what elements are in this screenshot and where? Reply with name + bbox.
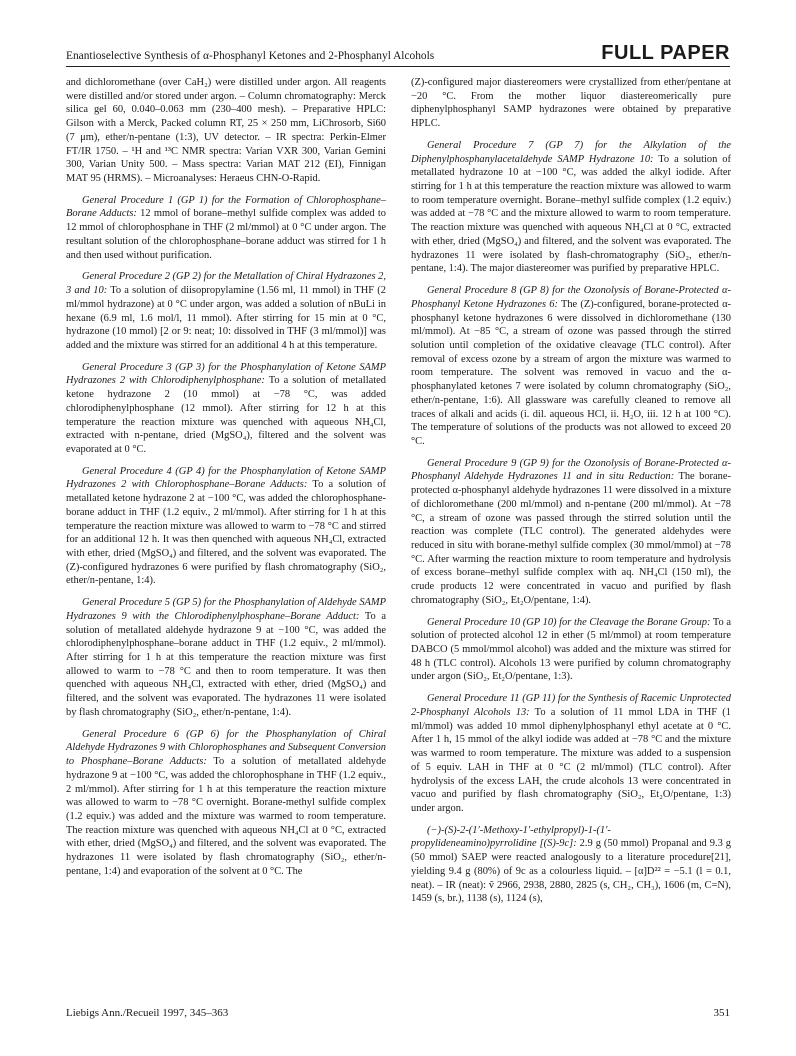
paragraph: and dichloromethane (over CaH₂) were distilled under argon. All reagents were distilled and/or stored under argon. – Column chromatography: Merck silica gel 60, 0.040–0.063 mm (230–400 mesh). – Preparative HPLC: Gilson with a Merck, Packed column RT, 25 × 250 mm, LiChrosorb, Si60 (7 μm), ether/n-pentane (1:3), UV detector. – IR spectra: Perkin-Elmer FT/IR 1750. – ¹H and ¹³C NMR spectra: Varian VXR 300, Varian Gemini 300, Varian Unity 500. – Mass spectra: Varian MAT 212 (EI), Finnigan MAT 95 (HRMS). – Microanalyses: Heraeus CHN-O-Rapid. xyxy=(66,77,386,185)
paragraph: General Procedure 10 (GP 10) for the Cleavage the Borane Group: To a solution of protected alcohol 12 in ether (5 ml/mmol) at room temperature DABCO (5 mmol/mmol alcohol) was added and the mixture was stirred for 48 h (TLC control). Alcohols 13 were purified by column chromatography under argon (SiO₂, Et₂O/pentane, 1:3). xyxy=(411,616,731,683)
paragraph: General Procedure 4 (GP 4) for the Phosphanylation of Ketone SAMP Hydrazones 2 with Chlorophosphane–Borane Adducts: To a solution of metallated ketone hydrazone 2 at −100 °C, was added the chlorophosphane-borane adduct in THF (1.2 equiv., 2 ml/mmol). After stirring for 1 h at this temperature the reaction mixture was allowed to warm to −78 °C and stirred for an additional 12 h. It was then quenched with aqueous NH₄Cl, extracted with ether, dried (MgSO₄) and filtered, and the solvent was evaporated. The (Z)-configured hydrazones 6 were purified by flash chromatography (SiO₂, ether/n-pentane, 1:4). xyxy=(66,465,387,587)
paragraph: General Procedure 8 (GP 8) for the Ozonolysis of Borane-Protected α-Phosphanyl Ketone Hydrazones 6: The (Z)-configured, borane-protected α-phosphanyl ketone hydrazones 6 were dissolved in dichloromethane (130 ml/mmol). At −85 °C, a stream of ozone was passed through the stirred solution until completion of the oxidative cleavage (TLC control). After removal of excess ozone by a stream of argon the mixture was warmed to room temperature. The solvent was removed in vacuo and the α-phosphanylated ketones 7 were isolated by column chromatography (SiO₂, ether/n-pentane, 1:6). All glassware was carefully cleaned to remove all traces of alkali and acids (i. dil. aqueous HCl, ii. H₂O, iii. 12 h at 100 °C). The temperature of solutions of the products was not allowed to exceed 20 °C. xyxy=(411,285,732,447)
left-column xyxy=(66,76,386,887)
procedure-heading: General Procedure 8 (GP 8) for the Ozonolysis of Borane-Protected α-Phosphanyl Ketone Hydrazones 6: xyxy=(411,285,731,310)
procedure-heading: General Procedure 7 (GP 7) for the Alkylation of the Diphenylphosphanylacetaldehyde SAMP Hydrazone 10: xyxy=(411,139,731,165)
procedure-heading: General Procedure 2 (GP 2) for the Metallation of Chiral Hydrazones 2, 3 and 10: xyxy=(66,271,387,297)
paragraph: General Procedure 6 (GP 6) for the Phosphanylation of Chiral Aldehyde Hydrazones 9 with Chlorophosphanes and Subsequent Conversion to Phosphane–Borane Adducts: To a solution of metallated aldehyde hydrazone 9 at −100 °C, was added the chlorophosphane in THF (1.2 equiv., 2 ml/mmol). After stirring for 1 h at this temperature the reaction mixture was allowed to warm to −78 °C overnight. Borane-methyl sulfide complex (1.2 equiv.) was added and the mixture was warmed to room temperature. The reaction mixture was quenched with aqueous NH₄Cl at 0 °C, extracted with ether, dried (MgSO₄) and filtered, and the solvent was evaporated. The hydrazones 11 were isolated by flash chromatography (SiO₂, ether/n-pentane, 1:4) and evaporation of the solvent at 0 °C. The xyxy=(66,728,386,877)
paragraph: (−)-(S)-2-(1′-Methoxy-1′-ethylpropyl)-1-(1′-propylideneamino)pyrrolidine [(S)-9c]: 2.9 g (50 mmol) Propanal and 9.3 g (50 mmol) SAEP were reacted analogously to a literature procedure[21], yielding 9.4 g (80%) of 9c as a colourless liquid. – [α]D²² = −5.1 (l = 0.1, neat). – IR (neat): ṽ 2966, 2938, 2880, 2825 (s, CH₂, CH₃), 1606 (m, C=N), 1459 (s, br.), 1138 (s), 1124 (s), xyxy=(411,824,731,905)
paragraph: General Procedure 7 (GP 7) for the Alkylation of the Diphenylphosphanylacetaldehyde SAMP Hydrazone 10: To a solution of metallated hydrazone 10 at −100 °C, was added the alkyl iodide. After stirring for 1 h at this temperature the reaction mixture was allowed to warm to room temperature overnight. Borane–methyl sulfide complex (1.2 equiv.) was added at −78 °C and the mixture allowed to warm to room temperature. The reaction mixture was quenched with aqueous NH₄Cl at 0 °C, extracted with ether, dried (MgSO₄) and filtered, and the solvent was evaporated. The hydrazones 11 were isolated by flash-chromatography (SiO₂, ether/n-pentane, 1:4). The major diastereomer was purified by preparative HPLC. xyxy=(411,139,731,275)
procedure-heading: General Procedure 5 (GP 5) for the Phosphanylation of Aldehyde SAMP Hydrazones 9 with the Chlorodiphenylphosphane–Borane Adduct: xyxy=(66,597,386,622)
paragraph: General Procedure 11 (GP 11) for the Synthesis of Racemic Unprotected 2-Phosphanyl Alcohols 13: To a solution of 11 mmol LDA in THF (1 ml/mmol) was added 10 mmol diphenylphosphanyl ethyl acetate at 0 °C. After 1 h, 15 mmol of the alkyl iodide was added at −78 °C and the mixture was warmed to room temperature. The mixture was added to a suspension of 5 equiv. LAH in THF at 0 °C (2 ml/mmol) (TLC control). After hydrolysis of the excess LAH, the crude alcohols 13 were concentrated in vacuo and purified by flash chromatography (SiO₂, Et₂O/pentane, 1:3) under argon. xyxy=(411,693,732,814)
page-header xyxy=(66,40,730,67)
procedure-heading: General Procedure 10 (GP 10) for the Cleavage the Borane Group: xyxy=(427,616,711,628)
procedure-heading: General Procedure 4 (GP 4) for the Phosphanylation of Ketone SAMP Hydrazones 2 with Chlorophosphane–Borane Adducts: xyxy=(66,465,386,491)
procedure-heading: General Procedure 1 (GP 1) for the Formation of Chlorophosphane–Borane Adducts: xyxy=(66,194,386,220)
journal-citation: Liebigs Ann./Recueil 1997, 345–363 xyxy=(66,1007,229,1019)
paragraph: General Procedure 5 (GP 5) for the Phosphanylation of Aldehyde SAMP Hydrazones 9 with the Chlorodiphenylphosphane–Borane Adduct: To a solution of metallated aldehyde hydrazone 9 at −100 °C, was added the chlorodiphenylphosphane–borane adduct in THF (1.2 equiv., 2 ml/mmol). After stirring for 1 h at this temperature the reaction mixture was first allowed to warm to −78 °C and then to room temperature. It was then quenched with aqueous NH₄Cl, extracted with ether, dried (MgSO₄) and filtered, and the solvent was evaporated. The hydrazones 11 were isolated by flash chromatography (SiO₂, ether/n-pentane, 1:4). xyxy=(66,597,387,718)
paragraph: (Z)-configured major diastereomers were crystallized from ether/pentane at −20 °C. From the mother liquor diastereomerically pure diphenylphosphanyl SAMP hydrazones were obtained by preparative HPLC. xyxy=(411,77,731,130)
procedure-heading: General Procedure 3 (GP 3) for the Phosphanylation of Ketone SAMP Hydrazones 2 with Chlorodiphenylphosphane: xyxy=(66,361,386,387)
paragraph: General Procedure 2 (GP 2) for the Metallation of Chiral Hydrazones 2, 3 and 10: To a solution of diisopropylamine (1.56 ml, 11 mmol) in THF (2 ml/mmol hydrazone) at 0 °C under argon, was added a solution of nBuLi in hexane (6.9 ml, 1.6 mol/l, 11 mmol). After stirring for 15 min at 0 °C, hydrazone (10 mmol) [2 or 9: neat; 10: dissolved in THF (3 ml/mmol)] was added and the mixture was stirred for an additional 4 h at this temperature. xyxy=(66,271,387,351)
paragraph: General Procedure 9 (GP 9) for the Ozonolysis of Borane-Protected α-Phosphanyl Aldehyde Hydrazones 11 and in situ Reduction: The borane-protected α-phosphanyl aldehyde hydrazones 11 were dissolved in a mixture of dichloromethane (200 ml/mmol) and n-pentane (200 ml/mmol). At −78 °C, a stream of ozone was passed through the stirred solution until the reaction was complete (TLC control). The generated aldehydes were reduced in situ with borane-methyl sulfide complex (30 mmol/mmol) at −78 °C. After warming the reaction mixture to room temperature and hydrolysis of excess borane–methyl sulfide complex with aq. NH₄Cl (150 ml), the crude products 12 were concentrated in vacuo and purified by flash chromatography (SiO₂, Et₂O/pentane, 1:4). xyxy=(411,457,731,606)
section-label: FULL PAPER xyxy=(601,42,730,64)
compound-heading: (−)-(S)-2-(1′-Methoxy-1′-ethylpropyl)-1-(1′-propylideneamino)pyrrolidine [(S)-9c]: xyxy=(411,824,611,850)
paragraph: General Procedure 3 (GP 3) for the Phosphanylation of Ketone SAMP Hydrazones 2 with Chlorodiphenylphosphane: To a solution of metallated ketone hydrazone 2 (10 mmol) at −78 °C, was added chlorodiphenylphosphane (12 mmol). After stirring for 12 h at this temperature the reaction mixture was quenched with aqueous NH₄Cl, extracted with n-pentane, dried (MgSO₄), filtered and the solvent was evaporated at 0 °C. xyxy=(66,361,386,455)
right-column xyxy=(411,76,731,914)
running-title: Enantioselective Synthesis of α-Phosphanyl Ketones and 2-Phosphanyl Alcohols xyxy=(66,50,435,62)
procedure-heading: General Procedure 11 (GP 11) for the Synthesis of Racemic Unprotected 2-Phosphanyl Alcohols 13: xyxy=(411,693,731,718)
paragraph: General Procedure 1 (GP 1) for the Formation of Chlorophosphane–Borane Adducts: 12 mmol of borane–methyl sulfide complex was added to 12 mmol of chlorophosphane in THF (2 ml/mmol) at 0 °C under argon. The resultant solution of the chlorophosphane–borane adduct was stirred for 1 h and then used without purification. xyxy=(66,194,386,261)
page-number: 351 xyxy=(713,1007,730,1019)
procedure-heading: General Procedure 9 (GP 9) for the Ozonolysis of Borane-Protected α-Phosphanyl Aldehyde Hydrazones 11 and in situ Reduction: xyxy=(411,457,731,483)
procedure-heading: General Procedure 6 (GP 6) for the Phosphanylation of Chiral Aldehyde Hydrazones 9 with Chlorophosphanes and Subsequent Conversion to Phosphane–Borane Adducts: xyxy=(66,728,386,768)
